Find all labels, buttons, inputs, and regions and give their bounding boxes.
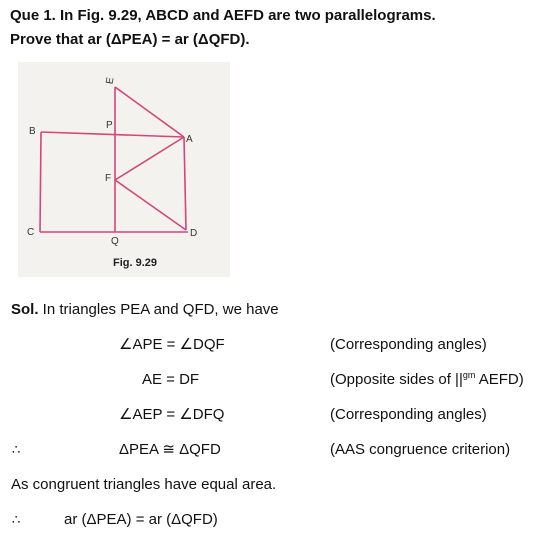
- line-EA: [115, 87, 184, 137]
- conclusion: ar (ΔPEA) = ar (ΔQFD): [64, 511, 218, 528]
- step-1-reason: (Corresponding angles): [330, 336, 487, 353]
- step-2-reason-pre: (Opposite sides of ||: [330, 371, 463, 388]
- line-BC: [40, 132, 41, 232]
- figure-caption: Fig. 9.29: [113, 257, 158, 269]
- area-note: As congruent triangles have equal area.: [11, 476, 277, 493]
- step-2-statement: AE = DF: [142, 371, 200, 388]
- label-A: A: [186, 134, 193, 145]
- step-4-statement: ΔPEA ≅ ΔQFD: [119, 441, 221, 458]
- label-E: E: [104, 76, 117, 85]
- line-FD: [115, 180, 186, 230]
- step-4-therefore: ∴: [12, 442, 21, 457]
- figure-9-29: [18, 62, 230, 277]
- label-P: P: [106, 120, 113, 131]
- step-2-reason-post: AEFD): [475, 371, 524, 388]
- line-FA: [115, 137, 184, 180]
- label-B: B: [29, 126, 36, 137]
- parallelogram-figure: [18, 62, 230, 277]
- label-D: D: [190, 228, 198, 239]
- conclusion-therefore: ∴: [12, 512, 21, 527]
- line-AD: [184, 137, 186, 230]
- question-line-2: Prove that ar (ΔPEA) = ar (ΔQFD).: [10, 31, 250, 48]
- solution-intro: [11, 300, 279, 320]
- step-3-reason: (Corresponding angles): [330, 406, 487, 423]
- step-2-reason: [330, 370, 524, 390]
- label-F: F: [105, 173, 112, 184]
- step-1-statement: ∠APE = ∠DQF: [119, 336, 225, 353]
- question-line-1: Que 1. In Fig. 9.29, ABCD and AEFD are two parallelograms.: [10, 7, 436, 24]
- step-2-reason-sup: gm: [462, 370, 476, 380]
- sol-intro-text: In triangles PEA and QFD, we have: [38, 301, 279, 318]
- sol-label: Sol.: [11, 301, 39, 318]
- label-C: C: [27, 227, 35, 238]
- label-Q: Q: [111, 236, 119, 247]
- line-BA: [41, 132, 184, 137]
- step-3-statement: ∠AEP = ∠DFQ: [119, 406, 225, 423]
- step-4-reason: (AAS congruence criterion): [330, 441, 511, 458]
